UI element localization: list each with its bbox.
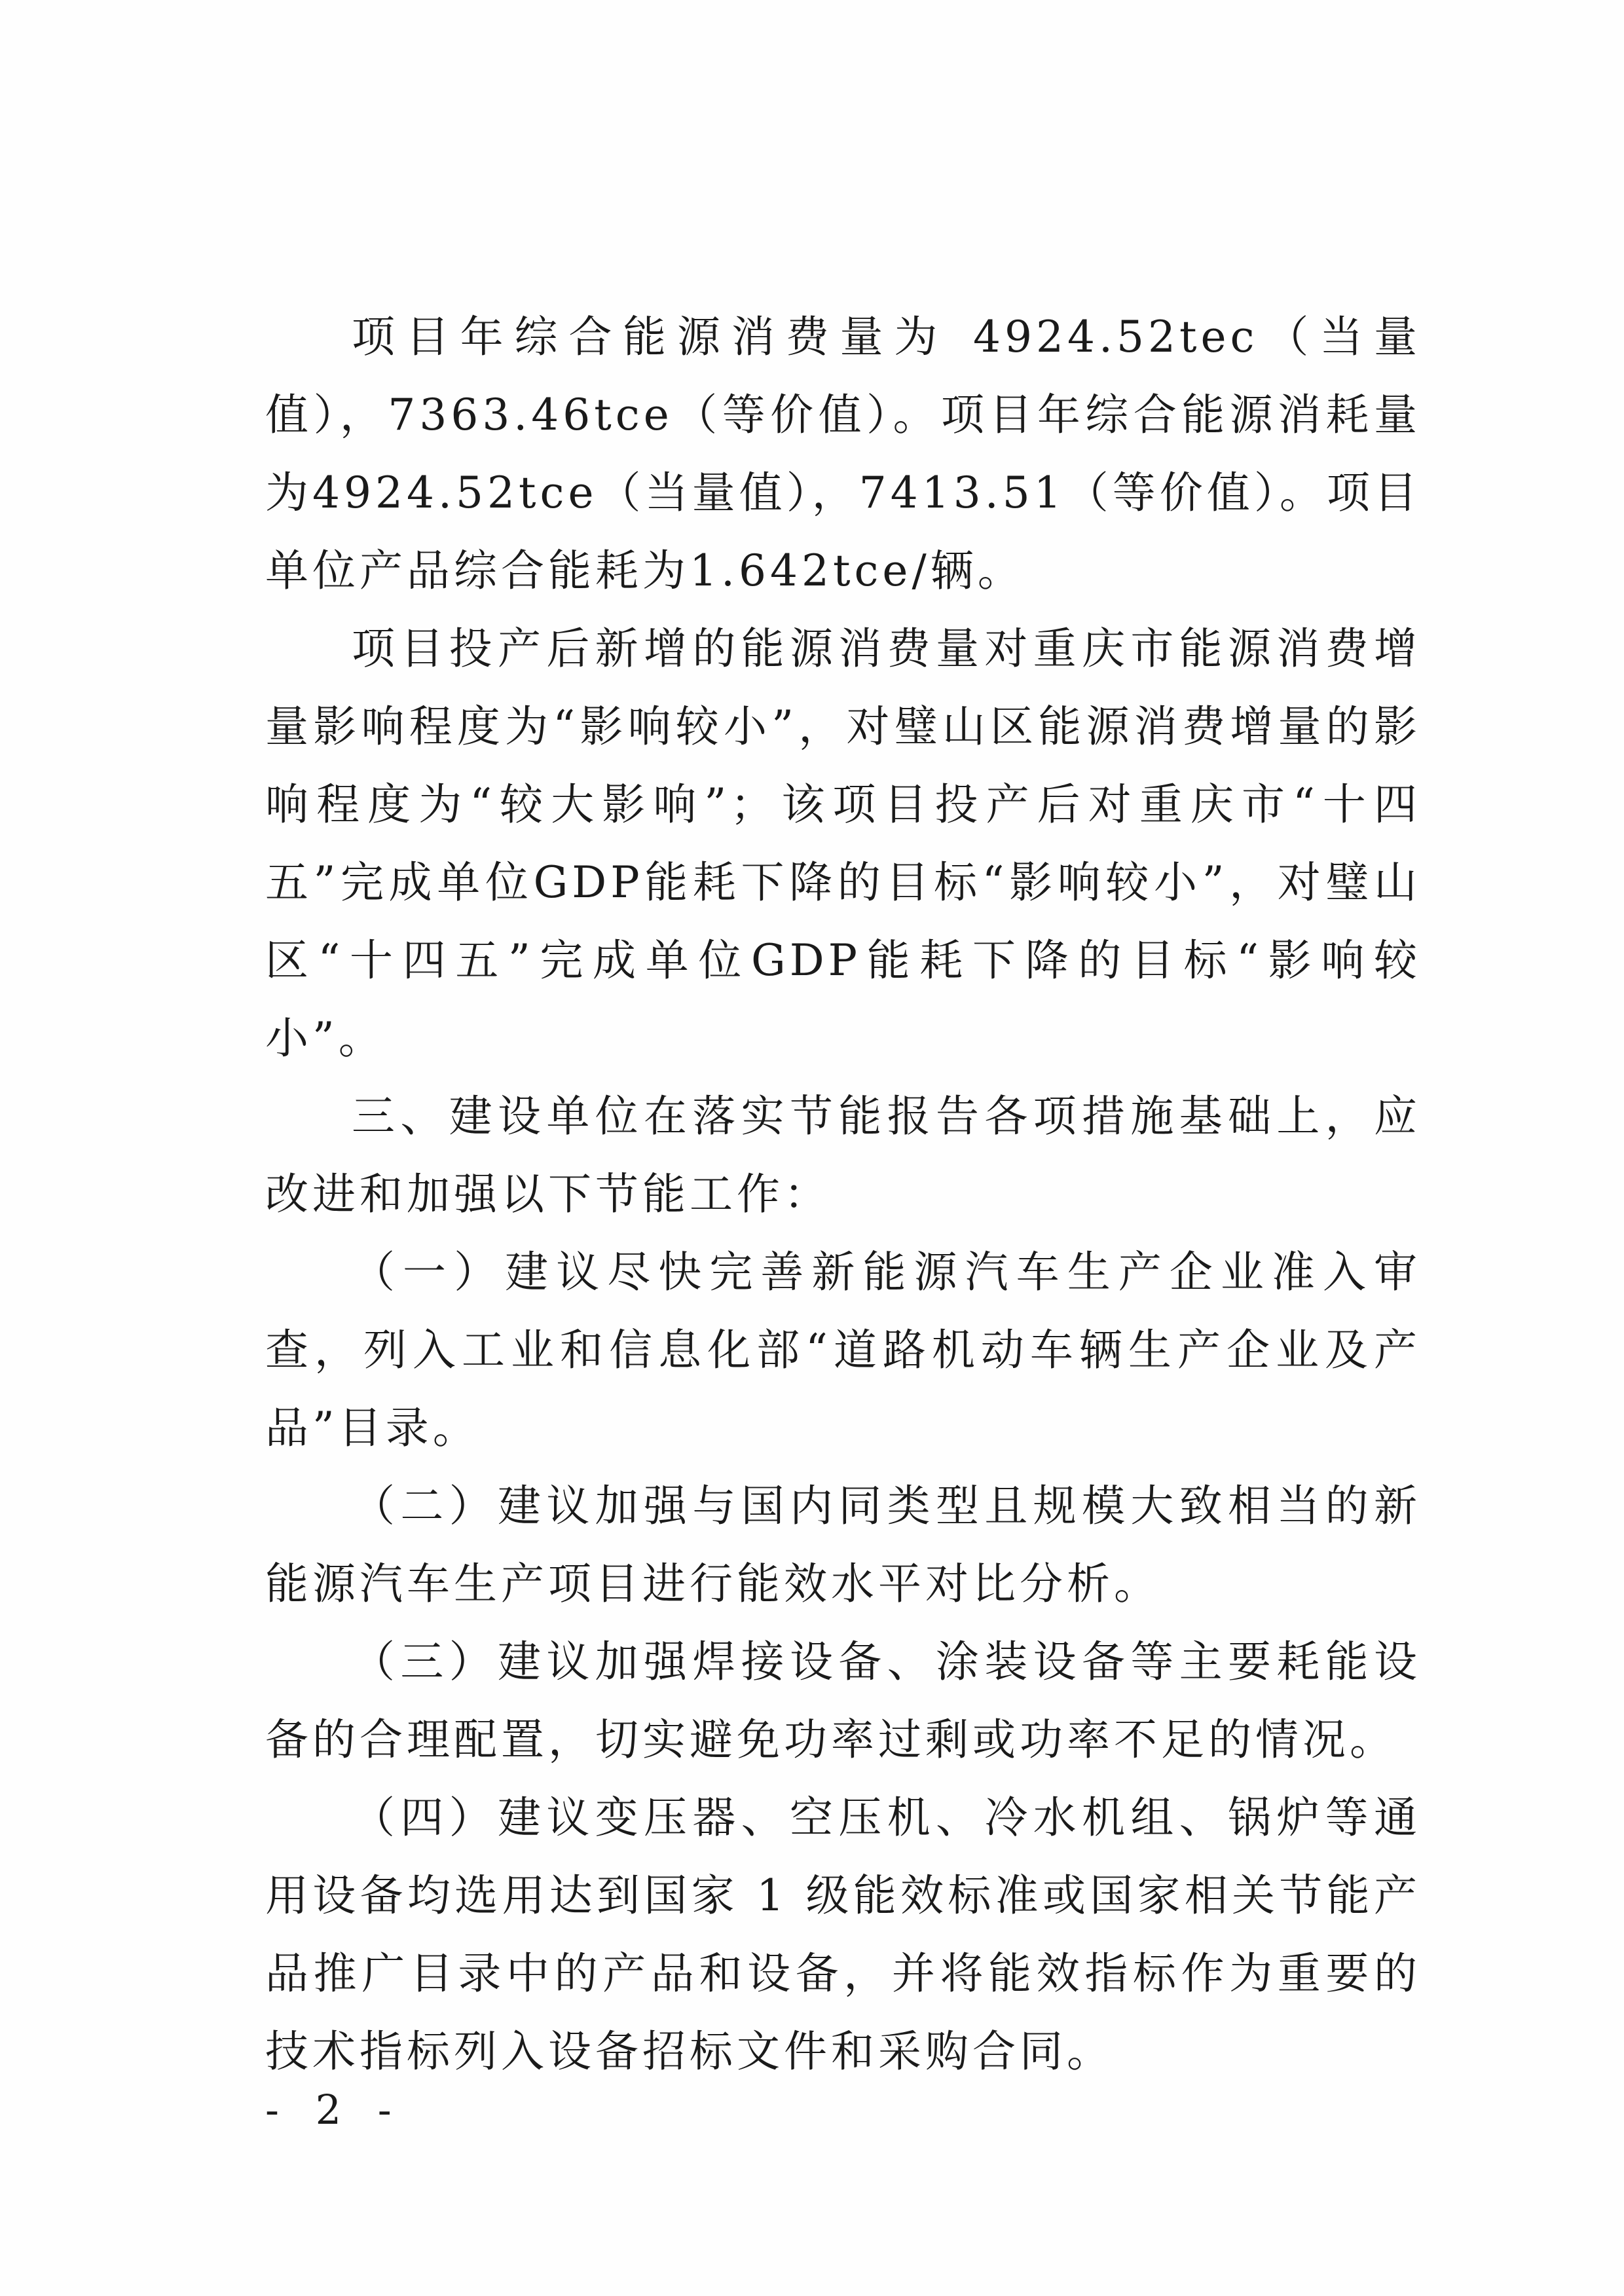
paragraph-item-two: （二）建议加强与国内同类型且规模大致相当的新能源汽车生产项目进行能效水平对比分析。 xyxy=(265,1481,1421,1609)
paragraph-section-three-heading: 三、建设单位在落实节能报告各项措施基础上，应改进和加强以下节能工作： xyxy=(265,1091,1421,1219)
paragraph-item-three: （三）建议加强焊接设备、涂装设备等主要耗能设备的合理配置，切实避免功率过剩或功率不足的情况。 xyxy=(265,1637,1421,1765)
document-body xyxy=(265,298,1421,2090)
paragraph-item-four: （四）建议变压器、空压机、冷水机组、锅炉等通用设备均选用达到国家 1 级能效标准或国家相关节能产品推广目录中的产品和设备，并将能效指标作为重要的技术指标列入设备招标文件和采购合同。 xyxy=(265,1792,1421,2077)
paragraph-item-one: （一）建议尽快完善新能源汽车生产企业准入审查，列入工业和信息化部“道路机动车辆生产企业及产品”目录。 xyxy=(265,1247,1421,1453)
page-number: - 2 - xyxy=(265,2086,403,2134)
paragraph-energy-consumption: 项目年综合能源消费量为 4924.52tec（当量值），7363.46tce（等价值）。项目年综合能源消耗量为4924.52tce（当量值），7413.51（等价值）。项目单位产品综合能耗为1.642tce/辆。 xyxy=(265,312,1421,596)
paragraph-impact-assessment: 项目投产后新增的能源消费量对重庆市能源消费增量影响程度为“影响较小”，对璧山区能源消费增量的影响程度为“较大影响”；该项目投产后对重庆市“十四五”完成单位GDP能耗下降的目标“影响较小”，对璧山区“十四五”完成单位GDP能耗下降的目标“影响较小”。 xyxy=(265,623,1421,1064)
